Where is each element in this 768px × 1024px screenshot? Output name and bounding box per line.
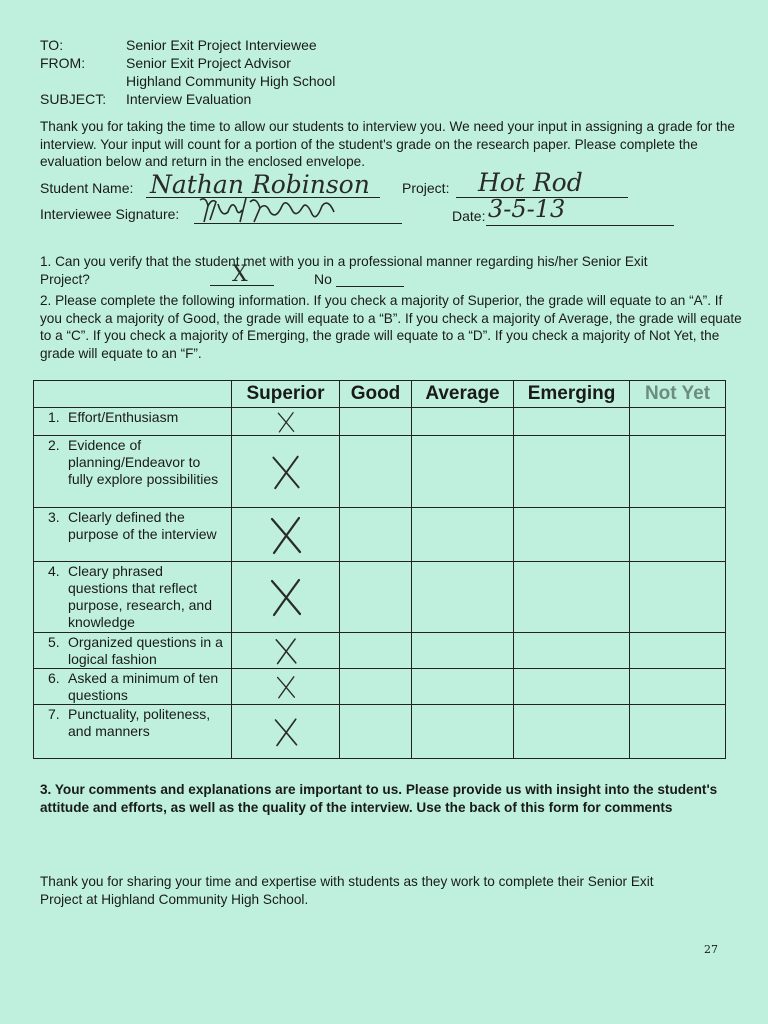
rating-cell-good[interactable] xyxy=(340,508,412,562)
page-number: 27 xyxy=(704,943,718,956)
rating-cell-average[interactable] xyxy=(412,508,514,562)
criterion-number: 2. xyxy=(48,437,60,453)
from-label: FROM: xyxy=(40,55,86,71)
rating-row xyxy=(34,633,726,669)
yes-mark: X xyxy=(232,262,248,287)
rating-cell-good[interactable] xyxy=(340,705,412,759)
question-1-text: 1. Can you verify that the student met with you in a professional manner regarding his/her Senior Exit Project? xyxy=(40,254,648,287)
rating-cell-good[interactable] xyxy=(340,633,412,669)
rating-cell-superior[interactable] xyxy=(232,508,340,562)
project-value[interactable]: Hot Rod xyxy=(478,168,583,197)
from-value-2: Highland Community High School xyxy=(126,73,336,89)
rating-cell-not-yet[interactable] xyxy=(630,562,726,633)
criterion-number: 1. xyxy=(48,409,60,425)
rating-cell-not-yet[interactable] xyxy=(630,705,726,759)
from-row-2 xyxy=(40,72,335,91)
rating-cell-superior[interactable] xyxy=(232,669,340,705)
rating-cell-average[interactable] xyxy=(412,633,514,669)
rating-cell-good[interactable] xyxy=(340,408,412,436)
yes-answer[interactable] xyxy=(210,262,274,288)
rating-cell-not-yet[interactable] xyxy=(630,508,726,562)
criterion-cell xyxy=(34,436,232,508)
col-header-emerging: Emerging xyxy=(514,381,630,408)
from-value: Senior Exit Project Advisor xyxy=(126,55,291,71)
rating-cell-good[interactable] xyxy=(340,436,412,508)
rating-cell-emerging[interactable] xyxy=(514,408,630,436)
rating-cell-emerging[interactable] xyxy=(514,508,630,562)
rating-cell-emerging[interactable] xyxy=(514,436,630,508)
criterion-number: 4. xyxy=(48,563,60,579)
criterion-label: Clearly defined the purpose of the interview xyxy=(68,509,217,542)
question-3: 3. Your comments and explanations are important to us. Please provide us with insight into the student's attitude and efforts, as well as the quality of the interview. Use the back of this form for comments xyxy=(40,782,718,815)
col-header-not-yet: Not Yet xyxy=(630,381,726,408)
check-mark-x xyxy=(232,411,339,433)
rating-table xyxy=(33,380,726,759)
rating-cell-superior[interactable] xyxy=(232,633,340,669)
criterion-number: 7. xyxy=(48,706,60,722)
subject-label: SUBJECT: xyxy=(40,91,107,107)
rating-cell-average[interactable] xyxy=(412,705,514,759)
rating-cell-not-yet[interactable] xyxy=(630,669,726,705)
rating-cell-average[interactable] xyxy=(412,669,514,705)
criterion-label: Organized questions in a logical fashion xyxy=(68,634,223,667)
rating-cell-not-yet[interactable] xyxy=(630,633,726,669)
criterion-label: Punctuality, politeness, and manners xyxy=(68,706,211,739)
col-header-average: Average xyxy=(412,381,514,408)
criterion-cell xyxy=(34,633,232,669)
rating-cell-not-yet[interactable] xyxy=(630,436,726,508)
check-mark-x xyxy=(232,577,339,617)
to-row xyxy=(40,36,317,55)
project-label: Project: xyxy=(402,180,450,196)
yes-no-labels xyxy=(314,271,332,287)
rating-cell-average[interactable] xyxy=(412,436,514,508)
rating-cell-good[interactable] xyxy=(340,669,412,705)
criterion-number: 6. xyxy=(48,670,60,686)
subject-value: Interview Evaluation xyxy=(126,91,252,107)
date-line xyxy=(486,225,674,226)
rating-row xyxy=(34,562,726,633)
check-mark-x xyxy=(232,637,339,665)
col-header-superior: Superior xyxy=(232,381,340,408)
rating-cell-emerging[interactable] xyxy=(514,669,630,705)
student-name-value[interactable]: Nathan Robinson xyxy=(150,170,370,199)
rating-cell-superior[interactable] xyxy=(232,436,340,508)
rating-cell-good[interactable] xyxy=(340,562,412,633)
criterion-label: Cleary phrased questions that reflect purpose, research, and knowledge xyxy=(68,563,212,630)
no-answer[interactable] xyxy=(336,270,404,287)
signature-label: Interviewee Signature: xyxy=(40,206,180,222)
rating-cell-emerging[interactable] xyxy=(514,705,630,759)
rating-cell-emerging[interactable] xyxy=(514,633,630,669)
criterion-number: 5. xyxy=(48,634,60,650)
rating-cell-emerging[interactable] xyxy=(514,562,630,633)
intro-paragraph: Thank you for taking the time to allow our students to interview you. We need your input in assigning a grade for the interview. Your input will count for a portion of the student's grade on the research paper. Please complete the evaluation below and return in the enclosed envelope. xyxy=(40,119,735,169)
criterion-cell xyxy=(34,705,232,759)
rating-cell-superior[interactable] xyxy=(232,408,340,436)
rating-row xyxy=(34,436,726,508)
criteria-header xyxy=(34,381,232,408)
rating-cell-not-yet[interactable] xyxy=(630,408,726,436)
date-label: Date: xyxy=(452,208,486,224)
closing-paragraph: Thank you for sharing your time and expertise with students as they work to complete their Senior Exit Project at Highland Community High School. xyxy=(40,874,654,907)
criterion-label: Evidence of planning/Endeavor to fully explore possibilities xyxy=(68,437,219,487)
criterion-label: Effort/Enthusiasm xyxy=(68,409,179,425)
student-name-label: Student Name: xyxy=(40,180,134,196)
no-label: No xyxy=(314,271,332,287)
rating-row xyxy=(34,408,726,436)
rating-cell-superior[interactable] xyxy=(232,562,340,633)
criterion-cell xyxy=(34,408,232,436)
rating-cell-superior[interactable] xyxy=(232,705,340,759)
check-mark-x xyxy=(232,675,339,699)
criterion-cell xyxy=(34,562,232,633)
to-value: Senior Exit Project Interviewee xyxy=(126,37,317,53)
check-mark-x xyxy=(232,515,339,555)
rating-cell-average[interactable] xyxy=(412,408,514,436)
rating-cell-average[interactable] xyxy=(412,562,514,633)
check-mark-x xyxy=(232,717,339,747)
date-value[interactable]: 3-5-13 xyxy=(488,195,566,223)
subject-row xyxy=(40,90,251,109)
from-row xyxy=(40,54,291,73)
col-header-good: Good xyxy=(340,381,412,408)
check-mark-x xyxy=(232,454,339,490)
criterion-cell xyxy=(34,508,232,562)
rating-row xyxy=(34,669,726,705)
rating-row xyxy=(34,705,726,759)
criterion-cell xyxy=(34,669,232,705)
criterion-number: 3. xyxy=(48,509,60,525)
signature-scribble[interactable] xyxy=(196,192,356,231)
rating-header-row xyxy=(34,381,726,408)
question-2: 2. Please complete the following information. If you check a majority of Superior, the grade will equate to an “A”. If you check a majority of Good, the grade will equate to a “B”. If you check a majority of Average, the grade will equate to a “C”. If you check a majority of Emerging, the grade will equate to a “D”. If you check a majority of Not Yet, the grade will equate to an “F”. xyxy=(40,293,742,361)
criterion-label: Asked a minimum of ten questions xyxy=(68,670,219,703)
rating-row xyxy=(34,508,726,562)
to-label: TO: xyxy=(40,37,64,53)
